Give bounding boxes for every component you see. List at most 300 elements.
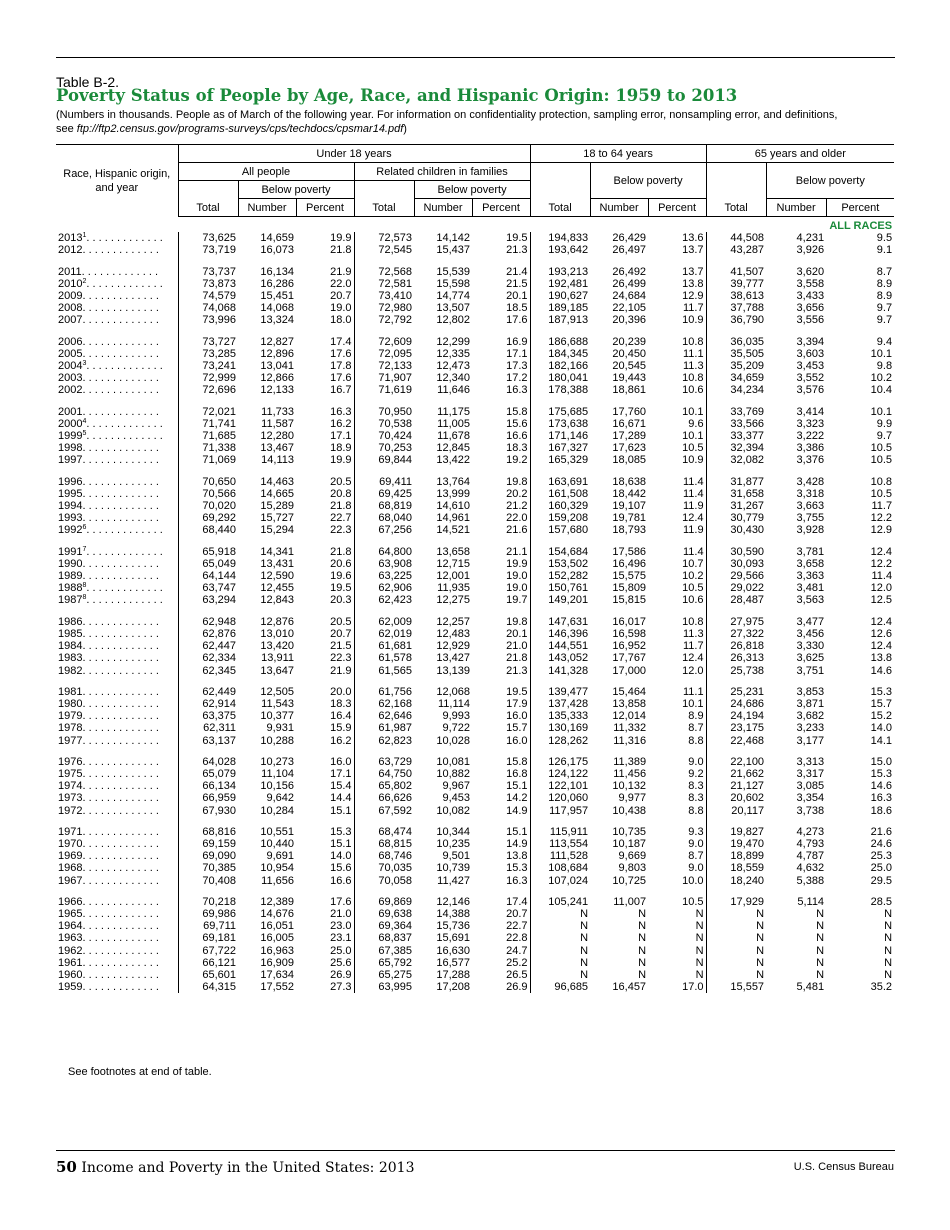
leader-dots: . . . . . . . . . . . . . [86, 232, 163, 245]
row-year-label [56, 838, 178, 850]
table-cell: 9,967 [442, 780, 470, 793]
table-row [56, 397, 894, 418]
table-cell: 10,284 [260, 804, 294, 817]
table-cell: 9,722 [442, 722, 470, 735]
table-cell: 19.2 [506, 454, 528, 467]
table-cell: 12.4 [682, 652, 704, 665]
table-cell: 43,287 [706, 244, 766, 256]
table-cell: 11,389 [613, 755, 647, 768]
table-cell: 17.8 [330, 360, 352, 373]
table-row [56, 850, 894, 862]
table-cell: 21.1 [506, 545, 528, 558]
table-cell: 63,294 [178, 594, 238, 606]
table-row [56, 768, 894, 780]
row-footnote-marker: 8 [82, 582, 87, 590]
table-cell: N [884, 920, 893, 933]
table-cell: 14.6 [870, 780, 893, 793]
table-cell: 124,122 [530, 768, 590, 780]
table-cell: 21,127 [706, 780, 766, 792]
table-cell: 9,931 [266, 722, 294, 735]
table-cell: N [695, 907, 704, 920]
table-row [56, 838, 894, 850]
table-cell: 33,769 [706, 397, 766, 418]
source-link[interactable]: ftp://ftp2.census.gov/programs-surveys/cps/techdocs/cpsmar14.pdf [76, 123, 404, 135]
table-cell: 10.5 [682, 895, 704, 908]
table-cell: 21,662 [706, 768, 766, 780]
table-cell: 22.0 [506, 512, 528, 525]
table-cell: 12.4 [870, 640, 893, 653]
table-cell: 17,760 [612, 405, 647, 418]
table-cell: 9.7 [876, 430, 893, 443]
leader-dots: . . . . . . . . . . . . . [82, 767, 159, 780]
table-cell: 21.4 [506, 265, 528, 278]
table-cell: 10,187 [612, 837, 647, 850]
table-cell: 14,521 [436, 524, 470, 537]
table-cell: 21.2 [506, 500, 528, 513]
footer-agency: U.S. Census Bureau [793, 1161, 894, 1173]
table-row [56, 327, 894, 348]
table-cell: 72,545 [354, 244, 414, 256]
table-cell: 72,021 [178, 397, 238, 418]
table-cell: 24,194 [706, 710, 766, 722]
table-cell: 37,788 [706, 302, 766, 314]
table-cell: 189,185 [530, 302, 590, 314]
table-cell: 192,481 [530, 278, 590, 290]
table-cell: 10.1 [870, 347, 893, 360]
header-all-total: Total [178, 181, 238, 217]
table-cell: 34,659 [706, 372, 766, 384]
table-cell: 12.6 [870, 627, 893, 640]
table-cell: 12,001 [436, 570, 470, 583]
table-cell: 64,028 [178, 747, 238, 768]
table-row [56, 500, 894, 512]
table-cell: 160,329 [530, 500, 590, 512]
table-cell: 16,671 [612, 417, 647, 430]
table-cell: 20.1 [506, 627, 528, 640]
row-year-label [56, 768, 178, 780]
leader-dots: . . . . . . . . . . . . . [82, 405, 159, 418]
leader-dots: . . . . . . . . . . . . . [82, 384, 159, 397]
row-footnote-marker: 4 [82, 417, 87, 425]
leader-dots: . . . . . . . . . . . . . [82, 710, 159, 723]
table-cell: 16.0 [506, 710, 528, 723]
table-cell: 149,201 [530, 594, 590, 606]
table-cell: 18.3 [506, 442, 528, 455]
table-cell: N [706, 920, 766, 932]
table-cell: 146,396 [530, 628, 590, 640]
table-cell: 17,552 [260, 981, 294, 994]
table-cell: 71,619 [354, 384, 414, 396]
row-year: 1963 [58, 932, 83, 945]
table-cell: 65,275 [354, 969, 414, 981]
table-cell: N [706, 945, 766, 957]
table-cell: 30,779 [706, 512, 766, 524]
table-cell: 13,422 [436, 454, 470, 467]
table-cell: 73,719 [178, 244, 238, 256]
table-row [56, 558, 894, 570]
table-cell: 11.4 [682, 487, 704, 500]
table-cell: 68,040 [354, 512, 414, 524]
table-row [56, 640, 894, 652]
table-cell: 71,069 [178, 454, 238, 466]
table-cell: 18,793 [612, 524, 647, 537]
table-cell: 12.9 [682, 290, 704, 303]
table-cell: 10,235 [436, 837, 470, 850]
table-cell: 8.8 [688, 734, 704, 747]
table-cell: 11,427 [437, 874, 470, 887]
table-cell: 32,394 [706, 442, 766, 454]
table-cell: 64,800 [354, 537, 414, 558]
table-cell: 62,345 [178, 665, 238, 677]
header-18-64-number: Number [590, 199, 648, 217]
table-cell: 14,341 [260, 545, 294, 558]
table-cell: 18,638 [612, 475, 647, 488]
table-cell: 17.3 [506, 360, 528, 373]
table-cell: 14.9 [506, 804, 528, 817]
table-cell: 73,285 [178, 348, 238, 360]
table-row [56, 735, 894, 747]
publication-title: Income and Poverty in the United States: 2013 [81, 1160, 415, 1176]
table-cell: 161,508 [530, 488, 590, 500]
row-year-label [56, 594, 178, 606]
table-cell: N [530, 945, 590, 957]
row-year-label [56, 257, 178, 278]
table-cell: 15.1 [330, 804, 352, 817]
table-cell: 14,774 [436, 290, 470, 303]
table-cell: 193,213 [530, 257, 590, 278]
header-65-plus: 65 years and older [706, 145, 894, 163]
table-cell: 62,823 [354, 735, 414, 747]
leader-dots: . . . . . . . . . . . . . [86, 277, 163, 290]
table-cell: 16.4 [330, 710, 352, 723]
table-cell: 26,492 [612, 265, 647, 278]
table-cell: 28,487 [706, 594, 766, 606]
table-cell: 10.0 [682, 874, 704, 887]
table-cell: 139,477 [530, 677, 590, 698]
row-year: 2004 [58, 360, 83, 373]
table-cell: 16,051 [260, 920, 294, 933]
table-cell: 15,691 [436, 932, 470, 945]
table-cell: N [695, 920, 704, 933]
table-cell: 73,737 [178, 257, 238, 278]
table-row [56, 537, 894, 558]
row-year-label [56, 537, 178, 558]
table-cell: 12,014 [612, 710, 647, 723]
table-cell: 72,573 [354, 232, 414, 244]
table-cell: 69,711 [178, 920, 238, 932]
table-cell: 61,987 [354, 722, 414, 734]
table-cell: N [816, 944, 825, 957]
table-cell: 16.3 [506, 874, 528, 887]
table-cell: 10.5 [870, 442, 893, 455]
table-cell: 9.7 [876, 302, 893, 315]
table-cell: 3,323 [796, 417, 825, 430]
table-cell: 128,262 [530, 735, 590, 747]
leader-dots: . . . . . . . . . . . . . [82, 615, 159, 628]
table-cell: 11.4 [871, 570, 893, 583]
table-cell: 10.5 [870, 487, 893, 500]
table-cell: 14.1 [870, 734, 893, 747]
table-cell: 9.9 [876, 417, 893, 430]
table-cell: 71,741 [178, 418, 238, 430]
table-cell: 67,930 [178, 805, 238, 817]
row-year-label [56, 582, 178, 594]
table-cell: 3,330 [796, 640, 825, 653]
table-cell: 20,396 [612, 314, 647, 327]
table-cell: 70,035 [354, 862, 414, 874]
table-cell: 68,837 [354, 932, 414, 944]
leader-dots: . . . . . . . . . . . . . [82, 487, 159, 500]
table-cell: 11,678 [437, 430, 470, 443]
table-cell: 73,996 [178, 314, 238, 326]
table-cell: 18.9 [330, 442, 352, 455]
table-cell: 8.8 [688, 804, 704, 817]
table-cell: 21.0 [506, 640, 528, 653]
table-cell: 33,377 [706, 430, 766, 442]
table-cell: 14,610 [436, 500, 470, 513]
row-year-label [56, 780, 178, 792]
table-cell: 61,565 [354, 665, 414, 677]
row-year-label [56, 244, 178, 256]
table-cell: 21.6 [870, 825, 893, 838]
row-year-label [56, 908, 178, 920]
table-cell: 69,425 [354, 488, 414, 500]
table-cell: 11,656 [261, 874, 294, 887]
table-cell: 10.1 [682, 697, 704, 710]
table-cell: 20.0 [330, 685, 352, 698]
table-cell: 30,093 [706, 558, 766, 570]
row-year-label [56, 817, 178, 838]
table-cell: 21.9 [330, 265, 352, 278]
table-cell: N [706, 957, 766, 969]
row-year: 1965 [58, 907, 83, 920]
table-cell: 147,631 [530, 607, 590, 628]
table-row [56, 582, 894, 594]
table-cell: 13,507 [436, 302, 470, 315]
table-cell: 17,767 [612, 652, 647, 665]
row-year: 1972 [58, 804, 83, 817]
table-cell: 25,738 [706, 665, 766, 677]
row-year: 1971 [58, 825, 83, 838]
table-cell: 21.8 [330, 244, 352, 257]
table-cell: 15,575 [612, 570, 647, 583]
table-cell: 70,538 [354, 418, 414, 430]
table-cell: 21.3 [506, 244, 528, 257]
leader-dots: . . . . . . . . . . . . . [82, 850, 159, 863]
leader-dots: . . . . . . . . . . . . . [82, 792, 159, 805]
table-cell: 11.7 [682, 302, 704, 315]
table-cell: 96,685 [530, 981, 590, 993]
row-year: 1969 [58, 850, 83, 863]
table-cell: 19,781 [612, 512, 647, 525]
table-cell: 159,208 [530, 512, 590, 524]
table-cell: 10.2 [870, 372, 893, 385]
row-footnote-marker: 8 [82, 594, 87, 602]
table-cell: 17,000 [612, 664, 647, 677]
table-cell: 11,733 [261, 405, 294, 418]
table-cell: 9.8 [876, 360, 893, 373]
table-cell: 63,137 [178, 735, 238, 747]
table-cell: 73,873 [178, 278, 238, 290]
table-cell: 4,787 [796, 850, 825, 863]
footer-publication [56, 1158, 414, 1176]
leader-dots: . . . . . . . . . . . . . [86, 545, 163, 558]
leader-dots: . . . . . . . . . . . . . [82, 734, 159, 747]
table-cell: 24,686 [706, 698, 766, 710]
table-cell: 65,601 [178, 969, 238, 981]
table-cell: 26,313 [706, 652, 766, 664]
table-cell: 22.0 [330, 277, 352, 290]
row-year: 2010 [58, 277, 83, 290]
leader-dots: . . . . . . . . . . . . . [82, 557, 159, 570]
table-cell: 15,598 [436, 277, 470, 290]
table-cell: 21.9 [330, 664, 352, 677]
table-cell: 20.6 [330, 557, 352, 570]
leader-dots: . . . . . . . . . . . . . [82, 302, 159, 315]
table-cell: 18,442 [612, 487, 647, 500]
table-cell: 68,816 [178, 817, 238, 838]
leader-dots: . . . . . . . . . . . . . [82, 697, 159, 710]
table-cell: 22,100 [706, 747, 766, 768]
table-cell: 66,626 [354, 792, 414, 804]
table-cell: 62,914 [178, 698, 238, 710]
table-cell: 130,169 [530, 722, 590, 734]
table-cell: 8.7 [688, 850, 704, 863]
leader-dots: . . . . . . . . . . . . . [82, 981, 159, 994]
row-year-label [56, 278, 178, 290]
table-cell: 15.7 [506, 722, 528, 735]
table-cell: 108,684 [530, 862, 590, 874]
table-row [56, 665, 894, 677]
table-row [56, 652, 894, 664]
table-cell: 15.6 [330, 862, 352, 875]
table-cell: 15.3 [506, 862, 528, 875]
row-year: 1984 [58, 640, 83, 653]
table-cell: 38,613 [706, 290, 766, 302]
table-cell: 12,505 [260, 685, 294, 698]
stub-header: Race, Hispanic origin, and year [63, 167, 171, 194]
table-cell: 21.8 [330, 500, 352, 513]
table-cell: 17.6 [330, 347, 352, 360]
table-cell: 19.8 [506, 615, 528, 628]
header-under-18: Under 18 years [178, 145, 530, 163]
row-year-label [56, 862, 178, 874]
leader-dots: . . . . . . . . . . . . . [82, 244, 159, 257]
table-cell: 12,257 [436, 615, 470, 628]
header-all-people: All people [178, 163, 354, 181]
table-cell: N [695, 956, 704, 969]
table-cell: 29,566 [706, 570, 766, 582]
table-cell: 126,175 [530, 747, 590, 768]
table-cell: 9,669 [618, 850, 647, 863]
leader-dots: . . . . . . . . . . . . . [86, 430, 163, 443]
table-cell: 115,911 [530, 817, 590, 838]
table-cell: 135,333 [530, 710, 590, 722]
table-cell: 141,328 [530, 665, 590, 677]
table-cell: 15,809 [612, 582, 647, 595]
row-year-label [56, 722, 178, 734]
row-year: 1983 [58, 652, 83, 665]
table-cell: N [816, 932, 825, 945]
row-year-label [56, 360, 178, 372]
table-row [56, 920, 894, 932]
table-cell: 9.4 [876, 335, 893, 348]
row-year: 1998 [58, 442, 83, 455]
table-cell: 18.5 [506, 302, 528, 315]
row-year-label [56, 524, 178, 536]
table-cell: 20,602 [706, 792, 766, 804]
row-year-label [56, 302, 178, 314]
leader-dots: . . . . . . . . . . . . . [82, 652, 159, 665]
table-cell: 12,483 [436, 627, 470, 640]
table-cell: 10.1 [870, 405, 893, 418]
table-cell: 117,957 [530, 805, 590, 817]
table-cell: 74,068 [178, 302, 238, 314]
table-cell: 62,168 [354, 698, 414, 710]
table-cell: 20,117 [706, 805, 766, 817]
subtitle-suffix: ) [403, 123, 407, 135]
table-cell: 14,659 [260, 232, 294, 245]
leader-dots: . . . . . . . . . . . . . [82, 956, 159, 969]
table-row [56, 698, 894, 710]
row-year: 1960 [58, 968, 83, 981]
row-year: 2005 [58, 347, 83, 360]
table-cell: 15,815 [612, 594, 647, 607]
row-year-label [56, 500, 178, 512]
table-cell: 9,453 [442, 792, 470, 805]
row-year-label [56, 607, 178, 628]
table-cell: 10.5 [682, 582, 704, 595]
row-year-label [56, 348, 178, 360]
table-cell: 3,682 [796, 710, 825, 723]
table-cell: N [530, 920, 590, 932]
table-cell: 65,079 [178, 768, 238, 780]
table-cell: 21.6 [506, 524, 528, 537]
leader-dots: . . . . . . . . . . . . . [82, 454, 159, 467]
table-cell: 63,375 [178, 710, 238, 722]
table-cell: 8.9 [876, 277, 893, 290]
table-cell: 63,995 [354, 981, 414, 993]
leader-dots: . . . . . . . . . . . . . [82, 475, 159, 488]
row-year: 1959 [58, 981, 83, 994]
leader-dots: . . . . . . . . . . . . . [82, 932, 159, 945]
row-footnote-marker: 6 [82, 524, 87, 532]
leader-dots: . . . . . . . . . . . . . [86, 582, 163, 595]
table-cell: 3,394 [796, 335, 825, 348]
row-year-label [56, 932, 178, 944]
table-cell: 16,286 [260, 277, 294, 290]
table-cell: N [706, 908, 766, 920]
table-row [56, 780, 894, 792]
table-cell: 73,727 [178, 327, 238, 348]
table-cell: N [884, 956, 893, 969]
leader-dots: . . . . . . . . . . . . . [82, 372, 159, 385]
poverty-table [56, 144, 894, 993]
table-cell: 62,948 [178, 607, 238, 628]
table-cell: 16,963 [260, 944, 294, 957]
row-year-label [56, 850, 178, 862]
table-cell: 5,114 [797, 895, 825, 908]
table-cell: 67,592 [354, 805, 414, 817]
table-cell: 66,121 [178, 957, 238, 969]
table-cell: 17,929 [706, 887, 766, 908]
table-cell: 72,792 [354, 314, 414, 326]
table-cell: 15,451 [260, 290, 294, 303]
table-cell: 70,058 [354, 875, 414, 887]
leader-dots: . . . . . . . . . . . . . [82, 685, 159, 698]
row-year-label [56, 735, 178, 747]
table-cell: 16,134 [260, 265, 294, 278]
